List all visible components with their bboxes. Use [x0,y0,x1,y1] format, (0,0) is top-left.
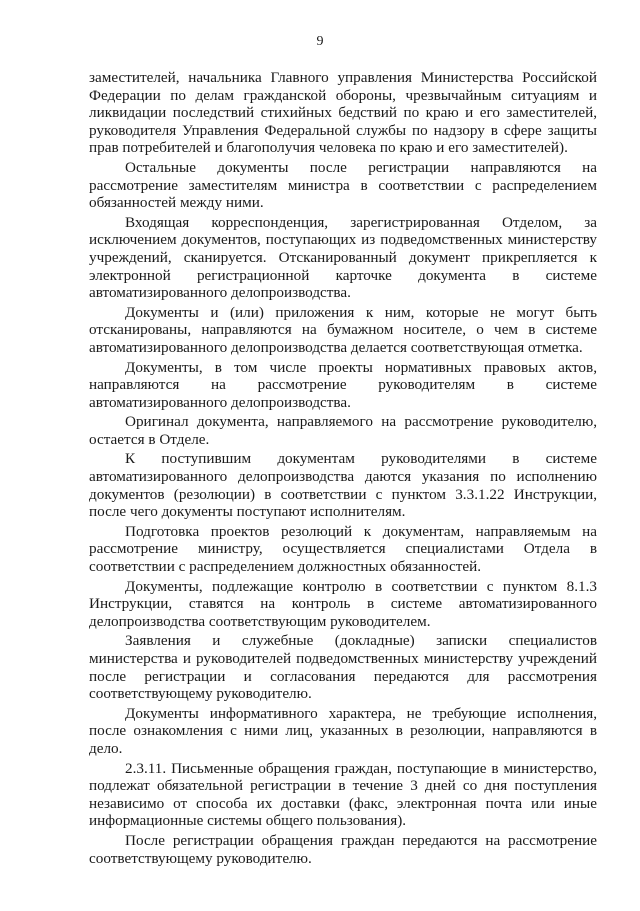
paragraph-continuation: заместителей, начальника Главного управления Министерства Российской Федерации по делам гражданской обороны, чрезвычайным ситуациям и ликвидации последствий стихийных бедствий по краю и его заместителей, руководителя Управления Федеральной службы по надзору в сфере защиты прав потребителей и благополучия человека по краю и его заместителей). [89,69,597,157]
paragraph-incoming-correspondence: Входящая корреспонденция, зарегистрированная Отделом, за исключением документов, поступающих из подведомственных министерству учреждений, сканируется. Отсканированный документ прикрепляется к электронной регистрационной карточке документа в системе автоматизированного делопроизводства. [89,213,597,302]
paragraph-draft-resolutions: Подготовка проектов резолюций к документам, направляемым на рассмотрение министру, осуществляется специалистами Отдела в соответствии с распределением должностных обязанностей. [89,522,597,576]
paragraph-original-document: Оригинал документа, направляемого на рассмотрение руководителю, остается в Отделе. [89,413,597,448]
paragraph-draft-acts: Документы, в том числе проекты нормативных правовых актов, направляются на рассмотрение руководителям в системе автоматизированного делопроизводства. [89,358,597,411]
paragraph-after-registration: После регистрации обращения граждан передаются на рассмотрение соответствующему руководителю. [89,831,597,867]
document-body [89,69,597,869]
paragraph-resolutions: К поступившим документам руководителями в системе автоматизированного делопроизводства даются указания по исполнению документов (резолюции) в соответствии с пунктом 3.3.1.22 Инструкции, после чего документы поступают исполнителям. [89,450,597,521]
page-number: 9 [316,34,324,49]
paragraph-citizen-appeals: 2.3.11. Письменные обращения граждан, поступающие в министерство, подлежат обязательной регистрации в течение 3 дней со дня поступления независимо от способа их доставки (факс, электронная почта или иные информационные системы общего пользования). [89,759,597,830]
paragraph-other-documents: Остальные документы после регистрации направляются на рассмотрение заместителям министра в соответствии с распределением обязанностей между ними. [89,158,597,212]
paragraph-informative-documents: Документы информативного характера, не требующие исполнения, после ознакомления с ними лиц, указанных в резолюции, направляются в дело. [89,704,597,757]
paragraph-statements: Заявления и служебные (докладные) записки специалистов министерства и руководителей подведомственных министерству учреждений после регистрации и согласования передаются для рассмотрения соответствующему руководителю. [89,632,597,703]
paragraph-paper-documents: Документы и (или) приложения к ним, которые не могут быть отсканированы, направляются на бумажном носителе, о чем в системе автоматизированного делопроизводства делается соответствующая отметка. [89,303,597,356]
paragraph-control: Документы, подлежащие контролю в соответствии с пунктом 8.1.3 Инструкции, ставятся на контроль в системе автоматизированного делопроизводства соответствующим руководителем. [89,577,597,630]
